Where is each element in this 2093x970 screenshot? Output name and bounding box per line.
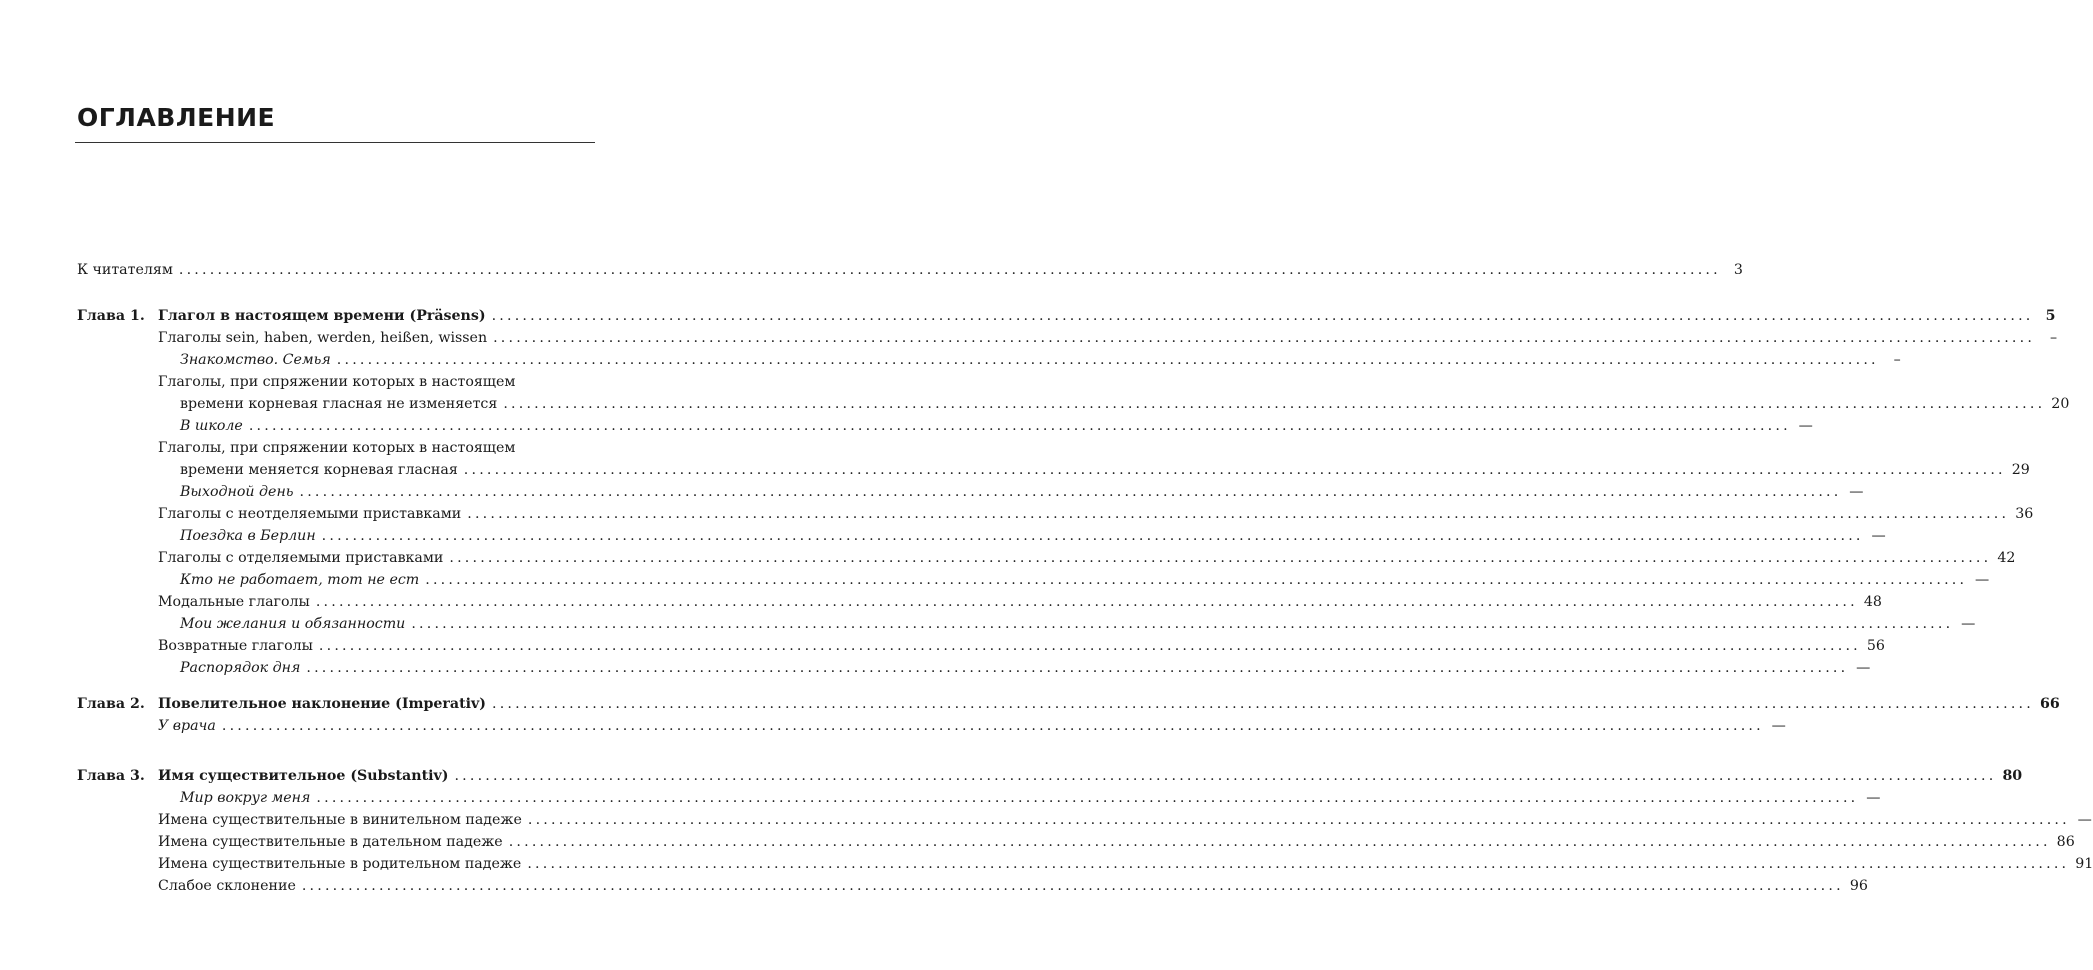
toc-entry-title: Имена существительные в родительном падеже (158, 856, 522, 872)
toc-entry-title: Глаголы, при спряжении которых в настоящем (158, 374, 516, 390)
dot-leader: ........................................................................................................................................................................................................ (503, 396, 2046, 412)
dot-leader: ........................................................................................................................................................................................................ (315, 594, 1858, 610)
dot-leader: ........................................................................................................................................................................................................ (221, 718, 1764, 734)
dot-leader: ........................................................................................................................................................................................................ (491, 308, 2034, 324)
toc-entry-title: Выходной день (180, 484, 294, 500)
toc-entry-title: Поездка в Берлин (180, 528, 316, 544)
page-number: — (1849, 484, 1864, 500)
dot-leader: ........................................................................................................................................................................................................ (527, 812, 2070, 828)
page-title: ОГЛАВЛЕНИЕ (77, 103, 276, 132)
dot-leader: ........................................................................................................................................................................................................ (493, 330, 2036, 346)
toc-entry-title: Имена существительные в винительном падеже (158, 812, 522, 828)
toc-entry[interactable] (158, 693, 2060, 715)
dot-leader: ........................................................................................................................................................................................................ (449, 550, 1992, 566)
page-number: — (1771, 718, 1786, 734)
toc-entry[interactable] (158, 547, 2016, 569)
page-number: 29 (2011, 462, 2030, 478)
toc-entry-title: Модальные глаголы (158, 594, 310, 610)
toc-entry-title: Глаголы с отделяемыми приставками (158, 550, 444, 566)
page-number: 20 (2051, 396, 2070, 412)
toc-entry-title: времени корневая гласная не изменяется (180, 396, 498, 412)
page-number: 86 (2056, 834, 2075, 850)
page-number: — (1866, 790, 1881, 806)
page-number: — (1856, 660, 1871, 676)
dot-leader: ........................................................................................................................................................................................................ (318, 638, 1861, 654)
toc-entry[interactable] (158, 809, 2092, 831)
toc-entry-title: Слабое склонение (158, 878, 296, 894)
toc-entry[interactable] (158, 875, 1868, 897)
toc-entry[interactable] (77, 259, 1743, 281)
toc-entry[interactable] (158, 371, 596, 393)
page-number: 96 (1849, 878, 1868, 894)
toc-entry[interactable] (180, 613, 1976, 635)
toc-entry-title: Мои желания и обязанности (180, 616, 406, 632)
toc-entry[interactable] (180, 657, 1871, 679)
page-number: — (1961, 616, 1976, 632)
dot-leader: ........................................................................................................................................................................................................ (299, 484, 1842, 500)
dot-leader: ........................................................................................................................................................................................................ (491, 696, 2034, 712)
chapter-label: Глава 3. (77, 768, 145, 784)
toc-entry[interactable] (158, 503, 2034, 525)
page-number: 42 (1997, 550, 2016, 566)
toc-entry-title: К читателям (77, 262, 173, 278)
toc-entry[interactable] (180, 349, 1901, 371)
toc-entry-title: Глагол в настоящем времени (Präsens) (158, 308, 486, 324)
page-number: 80 (2002, 768, 2023, 784)
toc-entry-title: Знакомство. Семья (180, 352, 331, 368)
toc-entry-title: Кто не работает, тот не ест (180, 572, 420, 588)
page-number: — (1871, 528, 1886, 544)
dot-leader: ........................................................................................................................................................................................................ (301, 878, 1844, 894)
page-number: 3 (1733, 262, 1743, 278)
dot-leader: ........................................................................................................................................................................................................ (336, 352, 1879, 368)
toc-entry[interactable] (158, 591, 1882, 613)
dot-leader: ........................................................................................................................................................................................................ (527, 856, 2070, 872)
toc-entry-title: времени меняется корневая гласная (180, 462, 458, 478)
toc-entry[interactable] (158, 437, 596, 459)
page-number: 66 (2039, 696, 2060, 712)
toc-entry[interactable] (158, 831, 2075, 853)
toc-entry[interactable] (180, 787, 1881, 809)
page-number: — (2077, 812, 2092, 828)
dot-leader: ........................................................................................................................................................................................................ (306, 660, 1849, 676)
dot-leader: ........................................................................................................................................................................................................ (467, 506, 2010, 522)
dot-leader: ........................................................................................................................................................................................................ (321, 528, 1864, 544)
toc-entry-title: В школе (180, 418, 243, 434)
toc-entry-title: Мир вокруг меня (180, 790, 311, 806)
toc-entry-title: Глаголы, при спряжении которых в настоящем (158, 440, 516, 456)
page-number: 36 (2015, 506, 2034, 522)
toc-entry-title: Глаголы sein, haben, werden, heißen, wissen (158, 330, 488, 346)
page-number: 5 (2045, 308, 2056, 324)
toc-entry[interactable] (158, 635, 1885, 657)
toc-entry-title: Имена существительные в дательном падеже (158, 834, 503, 850)
toc-entry[interactable] (180, 569, 1990, 591)
dot-leader: ........................................................................................................................................................................................................ (316, 790, 1859, 806)
dot-leader: ........................................................................................................................................................................................................ (425, 572, 1968, 588)
dot-leader: ........................................................................................................................................................................................................ (463, 462, 2006, 478)
dot-leader: ........................................................................................................................................................................................................ (248, 418, 1791, 434)
toc-entry[interactable] (158, 765, 2023, 787)
toc-entry-title: Имя существительное (Substantiv) (158, 768, 449, 784)
page-number: 48 (1863, 594, 1882, 610)
dot-leader: ........................................................................................................................................................................................................ (411, 616, 1954, 632)
page-number: 91 (2075, 856, 2093, 872)
page-number: — (1975, 572, 1990, 588)
toc-entry[interactable] (158, 305, 2056, 327)
dot-leader: ........................................................................................................................................................................................................ (178, 262, 1721, 278)
page-number: 56 (1866, 638, 1885, 654)
page-number: – (1893, 352, 1901, 368)
page-number: – (2049, 330, 2058, 346)
toc-entry[interactable] (180, 415, 1813, 437)
dot-leader: ........................................................................................................................................................................................................ (454, 768, 1997, 784)
toc-entry-title: Возвратные глаголы (158, 638, 313, 654)
toc-entry[interactable] (158, 853, 2093, 875)
toc-entry[interactable] (180, 393, 2070, 415)
toc-entry-title: Глаголы с неотделяемыми приставками (158, 506, 462, 522)
toc-entry-title: У врача (158, 718, 216, 734)
chapter-label: Глава 2. (77, 696, 145, 712)
toc-entry[interactable] (180, 481, 1864, 503)
toc-entry[interactable] (180, 525, 1886, 547)
toc-entry[interactable] (158, 327, 2058, 349)
toc-entry[interactable] (158, 715, 1786, 737)
toc-entry-title: Распорядок дня (180, 660, 301, 676)
chapter-label: Глава 1. (77, 308, 145, 324)
dot-leader: ........................................................................................................................................................................................................ (508, 834, 2051, 850)
page-number: — (1798, 418, 1813, 434)
toc-entry[interactable] (180, 459, 2030, 481)
toc-entry-title: Повелительное наклонение (Imperativ) (158, 696, 486, 712)
